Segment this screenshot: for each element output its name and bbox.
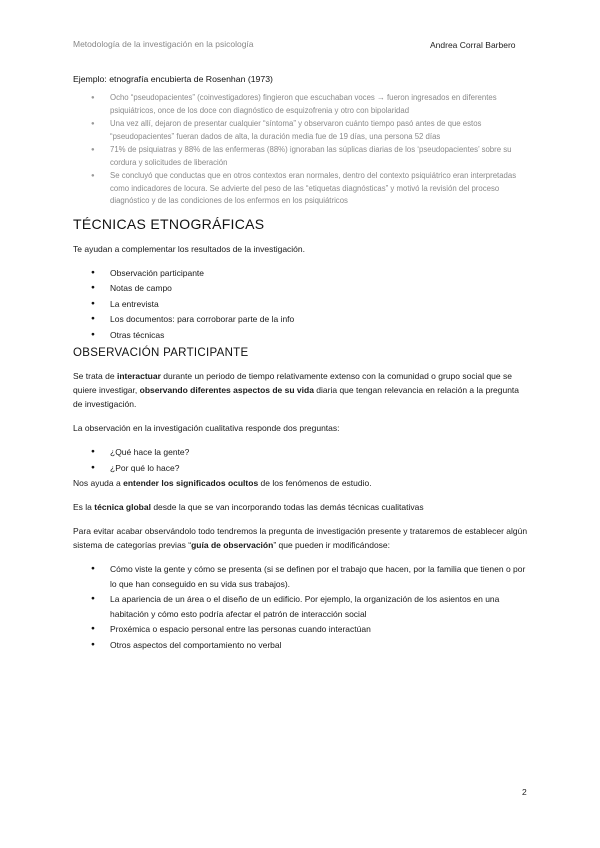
header-course-title: Metodología de la investigación en la psicología	[73, 39, 254, 49]
list-item: ● Otras técnicas	[110, 328, 529, 343]
example-bullet-list	[73, 92, 529, 208]
observacion-meaning: Nos ayuda a entender los significados ocultos de los fenómenos de estudio.	[73, 478, 372, 488]
aspects-list	[73, 562, 529, 652]
list-item: ● La apariencia de un área o el diseño de un edificio. Por ejemplo, la organización de los asientos en una habitación y cómo esto podría afectar el patrón de interacción social	[110, 592, 529, 621]
page-number: 2	[522, 787, 527, 797]
example-bullet: ● 71% de psiquiatras y 88% de las enfermeras (88%) ignoraban las súplicas diarias de los ‘pseudopacientes’ sobre su cordura y solicitudes de liberación	[110, 144, 529, 169]
header-author: Andrea Corral Barbero	[430, 40, 516, 50]
list-item: ● La entrevista	[110, 297, 529, 312]
list-item: ● Observación participante	[110, 266, 529, 281]
observacion-global: Es la técnica global desde la que se van incorporando todas las demás técnicas cualitativas	[73, 502, 424, 512]
section-heading-observacion: OBSERVACIÓN PARTICIPANTE	[73, 347, 249, 359]
observacion-definition: Se trata de interactuar durante un periodo de tiempo relativamente extenso con la comunidad o grupo social que se quiere investigar, observando diferentes aspectos de su vida diaria que tengan relevancia en relación a la pregunta de investigación.	[73, 371, 520, 409]
list-item: ● Notas de campo	[110, 281, 529, 296]
list-item: ● Los documentos: para corroborar parte de la info	[110, 312, 529, 327]
example-bullet: ● Se concluyó que conductas que en otros contextos eran normales, dentro del contexto psiquiátrico eran interpretadas como indicadores de locura. Se advierte del peso de las “etiquetas diagnósticas” y motivó la revisión del proceso diagnóstico y de las condiciones de los enfermos en los psiquiátricos	[110, 170, 529, 208]
list-item: ● Otros aspectos del comportamiento no verbal	[110, 638, 529, 653]
section-heading-tecnicas: TÉCNICAS ETNOGRÁFICAS	[73, 215, 265, 232]
list-item: ● Cómo viste la gente y cómo se presenta (si se definen por el trabajo que hacen, por la familia que tienen o por lo que han conseguido en su vida sus trabajos).	[110, 562, 529, 591]
tecnicas-list	[73, 266, 529, 343]
questions-list	[73, 445, 529, 475]
observacion-guide: Para evitar acabar observándolo todo tendremos la pregunta de investigación presente y trataremos de establecer algún sistema de categorías previas “guía de observación” que pueden ir modificándose:	[73, 526, 528, 550]
example-bullet: ● Una vez allí, dejaron de presentar cualquier “síntoma” y observaron cuánto tiempo pasó antes de que estos “pseudopacientes” fueran dados de alta, la duración media fue de 19 días, una persona 52 días	[110, 118, 529, 143]
tecnicas-intro: Te ayudan a complementar los resultados de la investigación.	[73, 243, 305, 254]
observacion-questions-intro: La observación en la investigación cualitativa responde dos preguntas:	[73, 423, 340, 433]
page-content	[73, 74, 529, 653]
list-item: ● Proxémica o espacio personal entre las personas cuando interactúan	[110, 622, 529, 637]
example-title: Ejemplo: etnografía encubierta de Rosenhan (1973)	[73, 74, 273, 84]
example-bullet: ● Ocho “pseudopacientes” (coinvestigadores) fingieron que escuchaban voces → fueron ingresados en diferentes psiquiátricos, once de los doce con diagnóstico de esquizofrenia y otro con bipolaridad	[110, 92, 529, 117]
list-item: ● ¿Por qué lo hace?	[110, 461, 529, 476]
list-item: ● ¿Qué hace la gente?	[110, 445, 529, 460]
